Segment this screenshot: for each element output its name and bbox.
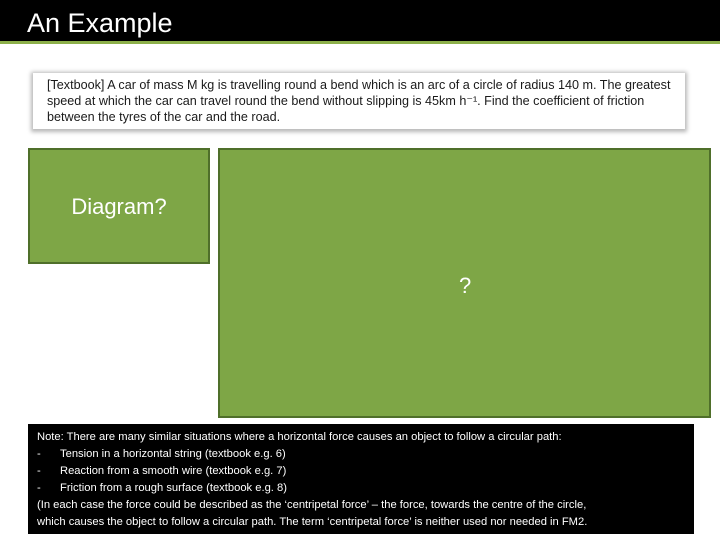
question-text: [Textbook] A car of mass M kg is travelling round a bend which is an arc of a circle of radius 140 m. The greatest speed at which the car can travel round the bend without slipping is 45km h⁻¹. Find the coefficient of friction between the tyres of the car and the road. bbox=[47, 78, 671, 124]
diagram-label: Diagram? bbox=[71, 194, 167, 219]
note-item: Tension in a horizontal string (textbook e.g. 6) bbox=[60, 448, 286, 460]
note-item: Friction from a rough surface (textbook e.g. 8) bbox=[60, 482, 287, 494]
answer-label: ? bbox=[459, 273, 472, 298]
note-bullet-marker: - bbox=[37, 482, 41, 494]
slide-title: An Example bbox=[27, 8, 173, 38]
note-footer-line-2: which causes the object to follow a circular path. The term ‘centripetal force’ is neither used nor needed in FM2. bbox=[37, 516, 588, 528]
title-bar bbox=[0, 0, 720, 44]
title-accent-line bbox=[0, 41, 720, 44]
note-bullet-marker: - bbox=[37, 448, 41, 460]
diagram-box bbox=[28, 148, 210, 264]
note-item: Reaction from a smooth wire (textbook e.g. 7) bbox=[60, 465, 287, 477]
note-box bbox=[28, 424, 694, 534]
note-bullet-marker: - bbox=[37, 465, 41, 477]
answer-box bbox=[218, 148, 711, 418]
note-footer-line-1: (In each case the force could be described as the ‘centripetal force’ – the force, towards the centre of the circle, bbox=[37, 499, 587, 511]
note-intro: Note: There are many similar situations where a horizontal force causes an object to follow a circular path: bbox=[37, 431, 562, 443]
question-card bbox=[33, 73, 685, 129]
